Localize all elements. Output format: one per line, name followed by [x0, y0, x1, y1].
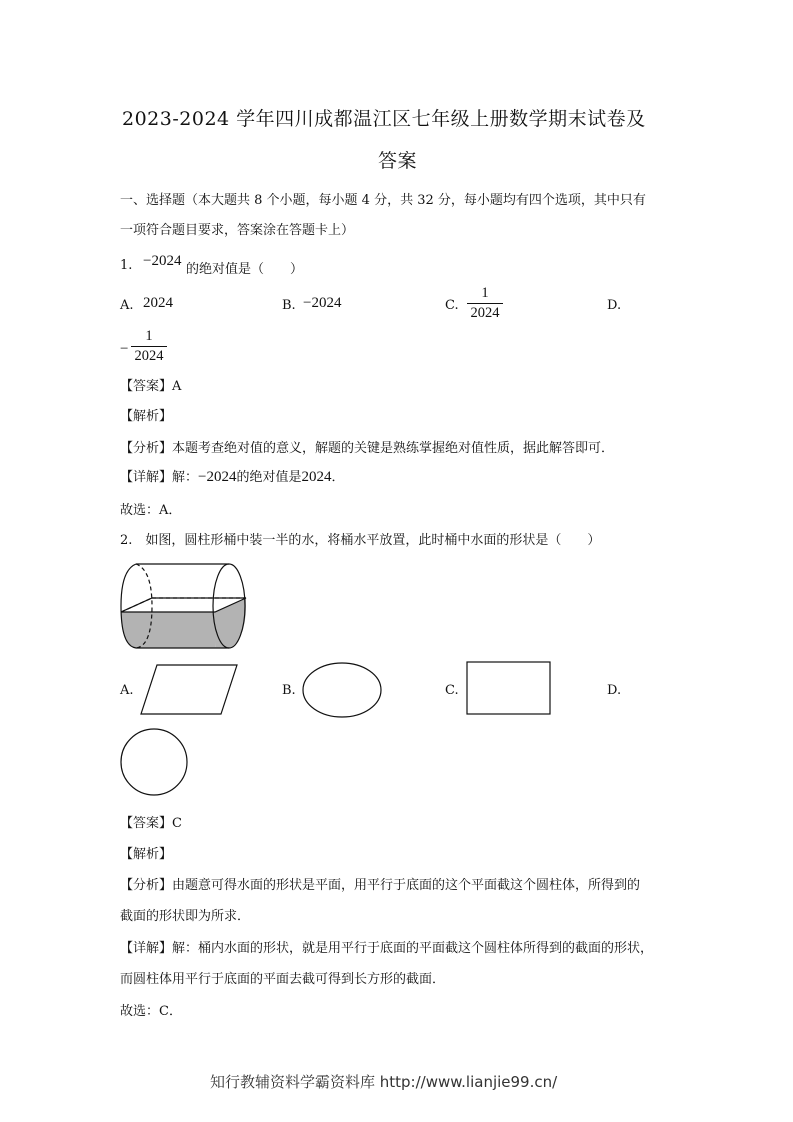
- q2-detail-line2: 而圆柱体用平行于底面的平面去截可得到长方形的截面．: [120, 972, 446, 987]
- q1-option-b-label: B.: [282, 298, 296, 313]
- q1-option-d-label: D.: [607, 298, 622, 313]
- q2-analysis-line2: 截面的形状即为所求．: [120, 909, 251, 924]
- q1-option-b-value: −2024: [303, 295, 342, 311]
- page-title-line2: 答案: [378, 150, 418, 172]
- option-d-circle: [121, 729, 187, 795]
- option-a-parallelogram: [141, 665, 237, 714]
- q1-analysis-heading: 【解析】: [120, 409, 173, 424]
- q1-detail-prefix: 【详解】解：: [120, 470, 199, 485]
- q1-option-d-sign: −: [120, 341, 129, 357]
- q1-option-a-label: A.: [120, 298, 134, 313]
- q1-analysis: 【分析】本题考查绝对值的意义，解题的关键是熟练掌握绝对值性质，据此解答即可．: [120, 441, 615, 456]
- option-c-rectangle: [467, 662, 550, 714]
- footer-watermark: 知行教辅资料学霸资料库 http://www.lianjie99.cn/: [210, 1073, 558, 1091]
- fraction-numerator: 1: [145, 328, 153, 344]
- q2-option-b-label: B.: [282, 683, 296, 698]
- q2-choose: 故选：C．: [120, 1004, 182, 1019]
- section-heading: 一、选择题（本大题共 8 个小题，每小题 4 分，共 32 分，每小题均有四个选项，其中只有: [120, 193, 646, 208]
- q2-option-c-label: C.: [445, 683, 459, 698]
- q2-answer: 【答案】C: [120, 816, 182, 831]
- page-title: 2023-2024 学年四川成都温江区七年级上册数学期末试卷及: [122, 108, 646, 130]
- q1-answer: 【答案】A: [120, 379, 182, 394]
- section-heading-line2: 一项符合题目要求，答案涂在答题卡上）: [120, 223, 355, 238]
- fraction-denominator: 2024: [134, 348, 164, 364]
- q1-detail-mid: 的绝对值是: [236, 470, 302, 485]
- fraction-denominator: 2024: [470, 305, 500, 321]
- fraction-numerator: 1: [481, 285, 489, 301]
- q1-number: 1.: [120, 258, 133, 273]
- water-region: [121, 612, 216, 648]
- q2-option-a-label: A.: [120, 683, 134, 698]
- option-b-ellipse: [303, 663, 381, 717]
- q1-detail-end: ．: [331, 470, 345, 485]
- q2-detail: 【详解】解：桶内水面的形状，就是用平行于底面的平面截这个圆柱体所得到的截面的形状，: [120, 941, 654, 956]
- q1-detail-expr1: −2024: [198, 469, 237, 485]
- q2-question-text: 2. 如图，圆柱形桶中装一半的水，将桶水平放置，此时桶中水面的形状是（ ）: [120, 533, 601, 548]
- q1-option-a-value: 2024: [143, 295, 173, 311]
- q1-detail-expr2: 2024: [301, 469, 332, 485]
- q2-analysis: 【分析】由题意可得水面的形状是平面，用平行于底面的这个平面截这个圆柱体，所得到的: [120, 878, 641, 893]
- q1-choose: 故选：A．: [120, 503, 182, 518]
- q2-analysis-heading: 【解析】: [120, 847, 173, 862]
- q1-question-text: 的绝对值是（ ）: [186, 262, 304, 277]
- q1-expression: −2024: [143, 253, 182, 269]
- q2-option-d-label: D.: [607, 683, 622, 698]
- q1-option-c-label: C.: [445, 298, 459, 313]
